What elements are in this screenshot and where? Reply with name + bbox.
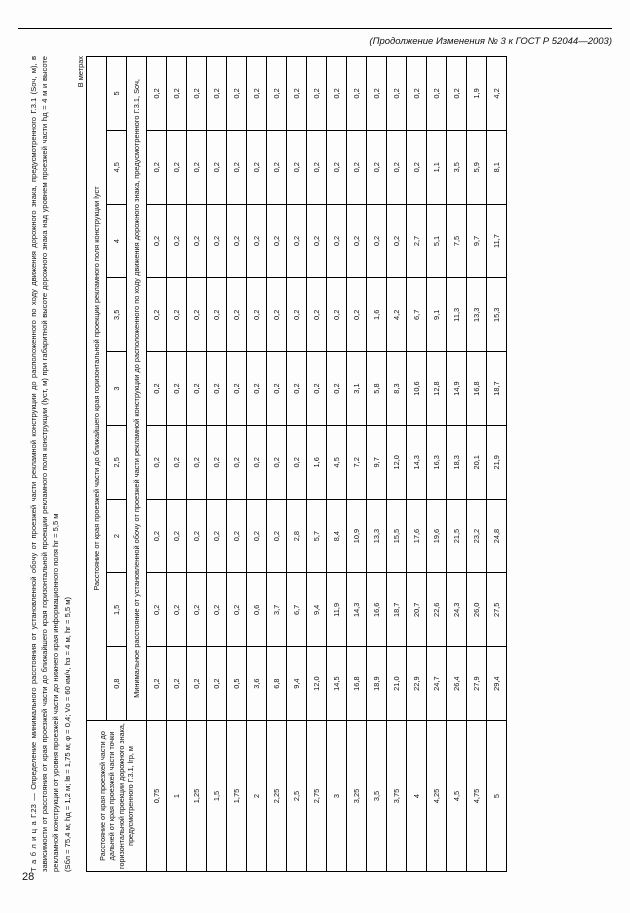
table-row	[167, 57, 187, 872]
table-row	[347, 57, 367, 872]
cell-r3-c1: 0,2	[187, 647, 207, 721]
cell-r13-c4: 12,0	[387, 425, 407, 499]
cell-r10-c3: 8,4	[327, 499, 347, 573]
row-label: 1	[167, 721, 187, 872]
cell-r3-c6: 0,2	[187, 278, 207, 352]
cell-r5-c4: 0,2	[227, 425, 247, 499]
cell-r9-c7: 0,2	[307, 204, 327, 278]
cell-r7-c2: 3,7	[267, 573, 287, 647]
cell-r17-c2: 26,0	[467, 573, 487, 647]
row-label: 2,5	[287, 721, 307, 872]
cell-r16-c7: 7,5	[447, 204, 467, 278]
units-note: В метрах	[76, 56, 85, 88]
cell-r14-c3: 17,6	[407, 499, 427, 573]
cell-r2-c8: 0,2	[167, 130, 187, 204]
cell-r17-c4: 20,1	[467, 425, 487, 499]
cell-r14-c6: 6,7	[407, 278, 427, 352]
cell-r13-c1: 21,0	[387, 647, 407, 721]
cell-r15-c6: 9,1	[427, 278, 447, 352]
table-row	[327, 57, 347, 872]
data-table	[86, 56, 507, 872]
cell-r15-c4: 16,3	[427, 425, 447, 499]
column-header-7: 4	[107, 204, 127, 278]
cell-r10-c2: 11,9	[327, 573, 347, 647]
cell-r10-c7: 0,2	[327, 204, 347, 278]
cell-r14-c5: 10,6	[407, 352, 427, 426]
page-number: 28	[22, 871, 35, 883]
cell-r8-c4: 0,2	[287, 425, 307, 499]
cell-r1-c1: 0,2	[147, 647, 167, 721]
cell-r10-c4: 4,5	[327, 425, 347, 499]
cell-r7-c1: 6,8	[267, 647, 287, 721]
cell-r4-c7: 0,2	[207, 204, 227, 278]
cell-r9-c2: 9,4	[307, 573, 327, 647]
cell-r12-c6: 1,6	[367, 278, 387, 352]
cell-r4-c2: 0,2	[207, 573, 227, 647]
cell-r16-c8: 3,5	[447, 130, 467, 204]
cell-r5-c2: 0,2	[227, 573, 247, 647]
cell-r9-c4: 1,6	[307, 425, 327, 499]
cell-r6-c6: 0,2	[247, 278, 267, 352]
cell-r5-c7: 0,2	[227, 204, 247, 278]
table-row	[227, 57, 247, 872]
row-label: 4,25	[427, 721, 447, 872]
cell-r17-c5: 16,8	[467, 352, 487, 426]
cell-r2-c6: 0,2	[167, 278, 187, 352]
row-label: 4,5	[447, 721, 467, 872]
cell-r15-c2: 22,6	[427, 573, 447, 647]
cell-r10-c1: 14,5	[327, 647, 347, 721]
cell-r8-c3: 2,8	[287, 499, 307, 573]
cell-r8-c7: 0,2	[287, 204, 307, 278]
cell-r3-c3: 0,2	[187, 499, 207, 573]
cell-r17-c1: 27,9	[467, 647, 487, 721]
cell-r8-c2: 6,7	[287, 573, 307, 647]
cell-r4-c8: 0,2	[207, 130, 227, 204]
cell-r12-c2: 16,6	[367, 573, 387, 647]
cell-r14-c4: 14,3	[407, 425, 427, 499]
cell-r13-c5: 8,3	[387, 352, 407, 426]
cell-r18-c1: 29,4	[487, 647, 507, 721]
cell-r1-c4: 0,2	[147, 425, 167, 499]
cell-r15-c5: 12,8	[427, 352, 447, 426]
cell-r7-c3: 0,2	[267, 499, 287, 573]
column-header-8: 4,5	[107, 130, 127, 204]
cell-r3-c9: 0,2	[187, 57, 207, 131]
cell-r6-c3: 0,2	[247, 499, 267, 573]
cell-r11-c1: 16,8	[347, 647, 367, 721]
cell-r18-c3: 24,8	[487, 499, 507, 573]
cell-r12-c1: 18,9	[367, 647, 387, 721]
table-row	[267, 57, 287, 872]
row-label: 5	[487, 721, 507, 872]
cell-r10-c5: 0,2	[327, 352, 347, 426]
table-row	[447, 57, 467, 872]
cell-r17-c9: 1,9	[467, 57, 487, 131]
cell-r9-c3: 5,7	[307, 499, 327, 573]
row-label: 1,5	[207, 721, 227, 872]
cell-r1-c2: 0,2	[147, 573, 167, 647]
table-row	[287, 57, 307, 872]
cell-r6-c1: 3,6	[247, 647, 267, 721]
header-note: (Продолжение Изменения № 3 к ГОСТ Р 52044—2003)	[369, 36, 612, 47]
column-header-4: 2,5	[107, 425, 127, 499]
cell-r6-c5: 0,2	[247, 352, 267, 426]
rotated-content	[28, 52, 588, 872]
cell-r18-c6: 15,3	[487, 278, 507, 352]
cell-r5-c9: 0,2	[227, 57, 247, 131]
cell-r3-c7: 0,2	[187, 204, 207, 278]
cell-r11-c4: 7,2	[347, 425, 367, 499]
table-row	[487, 57, 507, 872]
cell-r12-c8: 0,2	[367, 130, 387, 204]
cell-r14-c7: 2,7	[407, 204, 427, 278]
row-label: 1,25	[187, 721, 207, 872]
cell-r1-c8: 0,2	[147, 130, 167, 204]
cell-r9-c5: 0,2	[307, 352, 327, 426]
cell-r13-c6: 4,2	[387, 278, 407, 352]
cell-r8-c5: 0,2	[287, 352, 307, 426]
cell-r3-c8: 0,2	[187, 130, 207, 204]
cell-r1-c9: 0,2	[147, 57, 167, 131]
cell-r11-c9: 0,2	[347, 57, 367, 131]
cell-r7-c8: 0,2	[267, 130, 287, 204]
cell-r16-c1: 26,4	[447, 647, 467, 721]
cell-r18-c5: 18,7	[487, 352, 507, 426]
cell-r16-c3: 21,5	[447, 499, 467, 573]
table-subcaption: (Sбл = 75,4 м; hд = 1,2 м; lв = 1,75 м; φ = 0,4; Vо = 60 км/ч, hз = 4 м, hг = 5,5 м)	[63, 596, 72, 872]
cell-r9-c8: 0,2	[307, 130, 327, 204]
cell-r6-c2: 0,6	[247, 573, 267, 647]
cell-r13-c2: 18,7	[387, 573, 407, 647]
row-label: 3,75	[387, 721, 407, 872]
cell-r7-c9: 0,2	[267, 57, 287, 131]
cell-r8-c1: 9,4	[287, 647, 307, 721]
table-header-row-group	[87, 57, 107, 872]
table-row	[307, 57, 327, 872]
cell-r14-c1: 22,9	[407, 647, 427, 721]
cell-r16-c9: 0,2	[447, 57, 467, 131]
table-row	[247, 57, 267, 872]
table-row	[367, 57, 387, 872]
cell-r3-c4: 0,2	[187, 425, 207, 499]
cell-r4-c6: 0,2	[207, 278, 227, 352]
cell-r5-c6: 0,2	[227, 278, 247, 352]
column-header-9: 5	[107, 57, 127, 131]
measure-note: Минимальное расстояние от установленной обочу от проезжей части рекламной конструкции до расположенного по ходу движения дорожного знака, предусмотренного Г.3.1, Sоч,	[127, 57, 147, 721]
row-label: 4,75	[467, 721, 487, 872]
cell-r6-c8: 0,2	[247, 130, 267, 204]
cell-r9-c1: 12,0	[307, 647, 327, 721]
cell-r9-c9: 0,2	[307, 57, 327, 131]
cell-r11-c8: 0,2	[347, 130, 367, 204]
column-header-5: 3	[107, 352, 127, 426]
table-row	[387, 57, 407, 872]
cell-r4-c9: 0,2	[207, 57, 227, 131]
cell-r8-c9: 0,2	[287, 57, 307, 131]
row-label: 3,25	[347, 721, 367, 872]
cell-r6-c7: 0,2	[247, 204, 267, 278]
cell-r15-c7: 5,1	[427, 204, 447, 278]
cell-r2-c4: 0,2	[167, 425, 187, 499]
cell-r2-c2: 0,2	[167, 573, 187, 647]
cell-r1-c3: 0,2	[147, 499, 167, 573]
cell-r10-c6: 0,2	[327, 278, 347, 352]
cell-r6-c4: 0,2	[247, 425, 267, 499]
table-row	[427, 57, 447, 872]
cell-r1-c5: 0,2	[147, 352, 167, 426]
cell-r2-c9: 0,2	[167, 57, 187, 131]
cell-r2-c5: 0,2	[167, 352, 187, 426]
cell-r14-c2: 20,7	[407, 573, 427, 647]
cell-r17-c3: 23,2	[467, 499, 487, 573]
cell-r16-c4: 18,3	[447, 425, 467, 499]
table-row	[467, 57, 487, 872]
cell-r15-c8: 1,1	[427, 130, 447, 204]
group-header: Расстояние от края проезжей части до ближайшего края горизонтальной проекции рекламного поля конструкции lуст	[87, 57, 107, 721]
cell-r11-c2: 14,3	[347, 573, 367, 647]
row-label: 3	[327, 721, 347, 872]
cell-r11-c3: 10,9	[347, 499, 367, 573]
cell-r18-c4: 21,9	[487, 425, 507, 499]
cell-r16-c5: 14,9	[447, 352, 467, 426]
row-label: 3,5	[367, 721, 387, 872]
cell-r13-c8: 0,2	[387, 130, 407, 204]
cell-r18-c2: 27,5	[487, 573, 507, 647]
cell-r10-c9: 0,2	[327, 57, 347, 131]
cell-r15-c9: 0,2	[427, 57, 447, 131]
table-row	[147, 57, 167, 872]
cell-r18-c7: 11,7	[487, 204, 507, 278]
cell-r7-c5: 0,2	[267, 352, 287, 426]
table-row	[207, 57, 227, 872]
cell-r12-c9: 0,2	[367, 57, 387, 131]
cell-r13-c7: 0,2	[387, 204, 407, 278]
cell-r1-c6: 0,2	[147, 278, 167, 352]
cell-r17-c6: 13,3	[467, 278, 487, 352]
cell-r11-c7: 0,2	[347, 204, 367, 278]
row-label: 2	[247, 721, 267, 872]
cell-r10-c8: 0,2	[327, 130, 347, 204]
table-caption: Т а б л и ц а Г.23 — Определение минимального расстояния от установленной обочу от проезжей части рекламной конструкции до расположенного по ходу движения дорожного знака, предусмотренного Г.3.1 (Sоч, м), в зависимости от расстояния от края проезжей части до ближайшего края горизонтальной проекции рекламного поля конструкции (lуст, м) при габаритной высоте дорожного знака над уровнем проезжей части hд = 4 м и высоте рекламной конструкции от уровня проезжей части до нижнего края информационного поля hг = 5,5 м	[29, 56, 60, 872]
cell-r5-c1: 0,5	[227, 647, 247, 721]
table-row	[407, 57, 427, 872]
cell-r11-c5: 3,1	[347, 352, 367, 426]
cell-r4-c1: 0,2	[207, 647, 227, 721]
cell-r18-c9: 4,2	[487, 57, 507, 131]
cell-r9-c6: 0,2	[307, 278, 327, 352]
cell-r7-c4: 0,2	[267, 425, 287, 499]
column-header-6: 3,5	[107, 278, 127, 352]
cell-r16-c6: 11,3	[447, 278, 467, 352]
cell-r1-c7: 0,2	[147, 204, 167, 278]
cell-r17-c7: 9,7	[467, 204, 487, 278]
header-rule	[18, 28, 612, 29]
cell-r2-c1: 0,2	[167, 647, 187, 721]
cell-r5-c5: 0,2	[227, 352, 247, 426]
cell-r13-c9: 0,2	[387, 57, 407, 131]
cell-r13-c3: 15,5	[387, 499, 407, 573]
cell-r14-c8: 0,2	[407, 130, 427, 204]
cell-r14-c9: 0,2	[407, 57, 427, 131]
cell-r8-c8: 0,2	[287, 130, 307, 204]
row-label: 4	[407, 721, 427, 872]
column-header-1: 0,8	[107, 647, 127, 721]
row-label: 2,25	[267, 721, 287, 872]
row-label: 0,75	[147, 721, 167, 872]
cell-r4-c5: 0,2	[207, 352, 227, 426]
row-label: 2,75	[307, 721, 327, 872]
cell-r11-c6: 0,2	[347, 278, 367, 352]
table-row	[187, 57, 207, 872]
cell-r7-c7: 0,2	[267, 204, 287, 278]
cell-r3-c5: 0,2	[187, 352, 207, 426]
column-header-3: 2	[107, 499, 127, 573]
row-label: 1,75	[227, 721, 247, 872]
cell-r12-c5: 5,8	[367, 352, 387, 426]
cell-r8-c6: 0,2	[287, 278, 307, 352]
cell-r4-c3: 0,2	[207, 499, 227, 573]
col1-header: Расстояние от края проезжей части до дальней от края проезжей части точки горизонтальной проекции дорожного знака, предусмотренного Г.3.1, lгр, м	[87, 721, 147, 872]
cell-r17-c8: 5,9	[467, 130, 487, 204]
cell-r5-c3: 0,2	[227, 499, 247, 573]
cell-r16-c2: 24,3	[447, 573, 467, 647]
cell-r15-c3: 19,6	[427, 499, 447, 573]
cell-r4-c4: 0,2	[207, 425, 227, 499]
cell-r12-c4: 9,7	[367, 425, 387, 499]
cell-r3-c2: 0,2	[187, 573, 207, 647]
cell-r2-c3: 0,2	[167, 499, 187, 573]
cell-r12-c7: 0,2	[367, 204, 387, 278]
cell-r5-c8: 0,2	[227, 130, 247, 204]
cell-r18-c8: 8,1	[487, 130, 507, 204]
cell-r6-c9: 0,2	[247, 57, 267, 131]
cell-r12-c3: 13,3	[367, 499, 387, 573]
cell-r2-c7: 0,2	[167, 204, 187, 278]
cell-r15-c1: 24,7	[427, 647, 447, 721]
column-header-2: 1,5	[107, 573, 127, 647]
cell-r7-c6: 0,2	[267, 278, 287, 352]
